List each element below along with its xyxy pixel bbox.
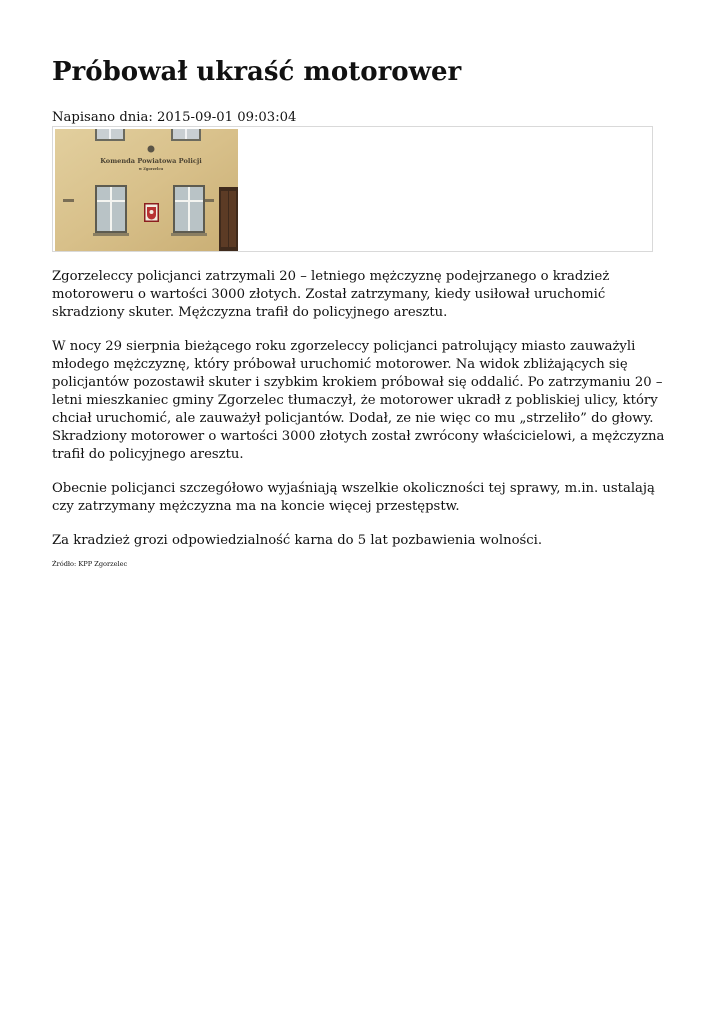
article-title: Próbował ukraść motorower <box>52 57 462 87</box>
article-body <box>52 268 672 566</box>
publish-date: Napisano dnia: 2015-09-01 09:03:04 <box>52 110 297 125</box>
article-photo[interactable] <box>55 129 238 251</box>
article-paragraph: Obecnie policjanci szczegółowo wyjaśniają wszelkie okoliczności tej sprawy, m.in. ustalają czy zatrzymany mężczyzna ma na koncie więcej przestępstw. <box>52 481 655 514</box>
article-source: Źródło: KPP Zgorzelec <box>52 560 128 568</box>
article-paragraph: W nocy 29 sierpnia bieżącego roku zgorzeleccy policjanci patrolujący miasto zauważyli młodego mężczyznę, który próbował uruchomić motorower. Na widok zbliżających się policjantów pozostawił skuter i szybkim krokiem próbował się oddalić. Po zatrzymaniu 20 – letni mieszkaniec gminy Zgorzelec tłumaczył, że motorower ukradł z pobliskiej ulicy, który chciał uruchomić, ale zauważył policjantów. Dodał, ze nie więc co mu „strzeliło” do głowy. Skradziony motorower o wartości 3000 złotych został zwrócony właścicielowi, a mężczyzna trafił do policyjnego aresztu. <box>52 339 665 462</box>
police-building-photo <box>55 129 238 251</box>
sign-line-1: Komenda Powiatowa Policji <box>100 157 202 165</box>
article-photo-frame <box>52 126 653 252</box>
sign-line-2: w Zgorzelcu <box>138 167 164 171</box>
article-paragraph: Zgorzeleccy policjanci zatrzymali 20 – letniego mężczyznę podejrzanego o kradzież motoroweru o wartości 3000 złotych. Został zatrzymany, kiedy usiłował uruchomić skradziony skuter. Mężczyzna trafił do policyjnego aresztu. <box>52 269 610 320</box>
article-paragraph: Za kradzież grozi odpowiedzialność karna do 5 lat pozbawienia wolności. <box>52 533 543 548</box>
